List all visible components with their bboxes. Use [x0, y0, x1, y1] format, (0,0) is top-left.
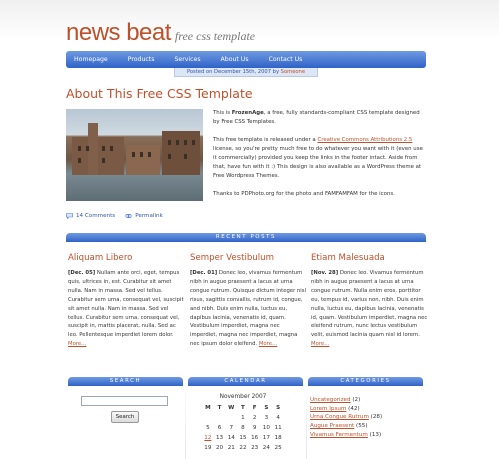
site-subtitle: free css template — [174, 29, 256, 43]
post-meta — [66, 213, 173, 219]
category-count: (28) — [368, 414, 383, 421]
post-paragraph-intro: This is FrozenAge, a free, fully standards-compliant CSS template designed by Free CSS Templates. — [213, 110, 420, 125]
calendar-day: 8 — [241, 425, 245, 431]
calendar-day — [214, 413, 226, 423]
posted-date: Posted on December 15th, 2007 by — [186, 69, 281, 75]
post-paragraph-license: This free template is released under a Creative Commons Attributions 2.5 license, so you're pretty much free to do whatever you want with it (even use it commercially) provided you keep the links in the footer intact. Aside from that, have fun with it :) This design is also available as a WordPress theme at Free Wordpress Themes. — [213, 137, 423, 179]
nav-products[interactable]: Products — [127, 56, 155, 63]
calendar-day: 1 — [241, 415, 245, 421]
category-link[interactable]: Uncategorized — [310, 397, 351, 403]
calendar-weekday: F — [252, 405, 257, 411]
calendar-day: 16 — [251, 435, 259, 441]
category-item — [310, 413, 382, 422]
calendar-weekday: S — [264, 405, 269, 411]
nav-homepage[interactable]: Homepage — [74, 56, 108, 63]
category-item — [310, 422, 382, 431]
calendar-day: 11 — [274, 425, 282, 431]
calendar-day — [225, 413, 237, 423]
calendar-day: 19 — [204, 445, 212, 451]
template-name: FrozenAge — [231, 110, 264, 116]
calendar-day: 18 — [274, 435, 282, 441]
calendar-table — [202, 403, 284, 453]
recent-post-title[interactable]: Semper Vestibulum — [190, 253, 274, 263]
recent-post-2 — [190, 253, 308, 349]
recent-post-excerpt: [Dec. 05] Nullam ante orci, eget, tempus quis, ultrices in, est. Curabitur sit amet nulla. Nam in massa. Sed vel tellus. Curabitur sem urna, consequat vel, suscipit sit amet nulla. Nam in massa. Sed vel tellus. Curabitur sem urna, consequat vel, suscipit in, mattis placerat, nulla. Sed ac leo. Pellentesque imperdiet lorem dolor. More… — [68, 270, 184, 348]
calendar-day: 15 — [239, 435, 247, 441]
category-item — [310, 431, 382, 440]
recent-post-excerpt: [Dec. 01] Donec leo, vivamus fermentum nibh in augue praesent a lacus at urna congue rutrum. Quisque dictum integer nisl risus, sagittis convallis, rutrum id, congue, and nibh. Duis enim nulla, luctus eu, dapibus lacinia, venenatis id, quam. Vestibulum imperdiet, magna nec imperdiet, magna nec imperdiet, magna nec ipsum dolor eleifend. More… — [190, 270, 306, 348]
category-count: (13) — [367, 431, 382, 438]
posted-author[interactable]: Someone — [280, 69, 306, 75]
category-count: (2) — [350, 397, 361, 403]
posted-info — [174, 68, 318, 77]
license-link[interactable]: Creative Commons Attributions 2.5 — [317, 137, 413, 143]
calendar-day: 24 — [262, 445, 270, 451]
calendar-day: 14 — [227, 435, 235, 441]
recent-post-title[interactable]: Etiam Malesuada — [311, 253, 385, 263]
category-link[interactable]: Lorem Ipsum — [310, 405, 347, 412]
more-link[interactable]: More… — [258, 341, 278, 348]
main-nav — [66, 51, 426, 68]
nav-services[interactable]: Services — [174, 56, 201, 63]
calendar-weekday: T — [241, 405, 245, 411]
calendar-weekday: W — [228, 405, 235, 411]
calendar-day: 10 — [262, 425, 270, 431]
recent-post-1 — [68, 253, 186, 349]
calendar-day: 5 — [206, 425, 210, 431]
more-link[interactable]: More… — [68, 341, 87, 348]
search-heading: SEARCH — [68, 377, 183, 386]
recent-post-title[interactable]: Aliquam Libero — [68, 253, 133, 263]
calendar-month: November 2007 — [219, 394, 267, 400]
post-paragraph-thanks: Thanks to PDPhoto.org for the photo and FAMFAMFAM for the icons. — [213, 191, 395, 197]
link-icon — [125, 213, 132, 219]
more-link[interactable]: More… — [311, 341, 330, 348]
category-link[interactable]: Augue Praesent — [310, 423, 355, 430]
calendar-day: 9 — [252, 425, 257, 431]
categories-list — [310, 396, 382, 440]
post-body — [213, 109, 426, 208]
calendar-day — [202, 413, 214, 423]
recent-posts-heading: RECENT POSTS — [66, 233, 426, 242]
category-count: (42) — [346, 405, 360, 412]
categories-heading: CATEGORIES — [308, 377, 423, 386]
site-header — [66, 19, 255, 49]
column-divider — [306, 378, 307, 459]
category-count: (55) — [354, 423, 368, 430]
permalink-link[interactable]: Permalink — [135, 213, 163, 219]
calendar-day: 7 — [229, 425, 234, 431]
calendar-day: 6 — [217, 425, 222, 431]
calendar-day: 13 — [215, 435, 224, 441]
comments-link[interactable]: 14 Comments — [76, 213, 116, 219]
calendar-day: 2 — [252, 415, 257, 421]
category-item — [310, 405, 382, 414]
category-item — [310, 396, 382, 405]
category-link[interactable]: Vivamus Fermentum — [310, 431, 368, 438]
calendar-day: 23 — [251, 445, 259, 451]
site-title[interactable]: news beat — [66, 19, 171, 46]
calendar-day: 4 — [276, 415, 280, 421]
calendar-day: 21 — [227, 445, 235, 451]
comment-icon — [66, 213, 73, 219]
calendar-day: 17 — [262, 435, 270, 441]
calendar-weekday: M — [205, 405, 211, 411]
calendar-heading: CALENDAR — [188, 377, 303, 386]
calendar-weekday: S — [276, 405, 281, 411]
column-divider — [185, 378, 186, 459]
nav-contact-us[interactable]: Contact Us — [268, 56, 303, 63]
search-button[interactable]: Search — [111, 411, 139, 423]
post-photo — [66, 109, 203, 201]
calendar-weekday: T — [217, 405, 222, 411]
search-input[interactable] — [81, 396, 168, 406]
calendar-day: 25 — [274, 445, 282, 451]
calendar-day[interactable]: 12 — [204, 435, 212, 441]
calendar-day: 3 — [264, 415, 269, 421]
recent-post-excerpt: [Nov. 28] Donec leo. Vivamus fermentum nibh in augue praesent a lacus at urna congue rutrum. Nulla enim eros, porttitor eu, tempus id, varius non, nibh. Duis enim nulla, luctus eu, dapibus lacinia, venenatis id, quam. Vestibulum imperdiet, magna nec eleifend rutrum, nunc lectus vestibulum velit, euismod lacinia quam nisl id lorem. More… — [311, 270, 428, 348]
calendar-day: 22 — [239, 445, 247, 451]
nav-about-us[interactable]: About Us — [220, 56, 249, 63]
post-title[interactable]: About This Free CSS Template — [66, 86, 253, 101]
calendar-day: 20 — [215, 445, 224, 451]
recent-post-3 — [311, 253, 429, 349]
category-link[interactable]: Urna Congue Rutrum — [310, 414, 369, 421]
